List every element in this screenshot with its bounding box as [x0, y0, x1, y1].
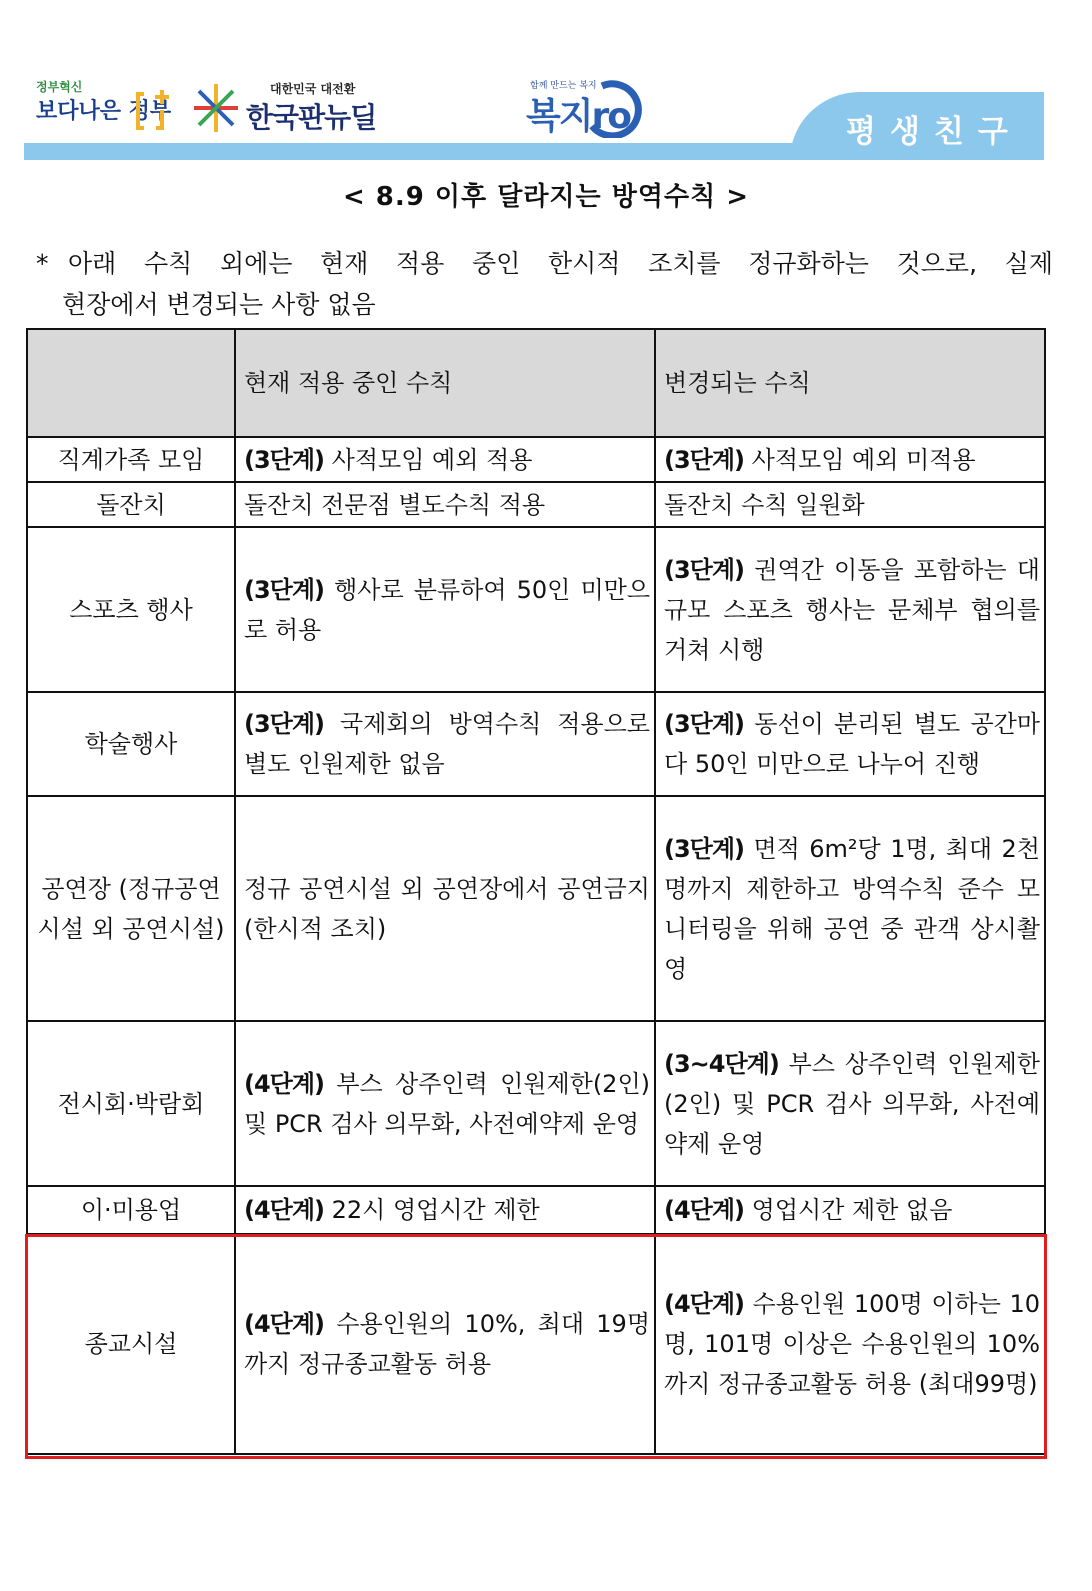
changed-rule — [655, 796, 1045, 1021]
table-row — [27, 527, 1045, 692]
row-category: 공연장 (정규공연시설 외 공연시설) — [27, 796, 235, 1021]
rule-text: 권역간 이동을 포함하는 대규모 스포츠 행사는 문체부 협의를 거쳐 시행 — [664, 555, 1040, 664]
welfare-ro-logo — [520, 76, 650, 140]
logo1-big-text: 보다나은 정부 — [36, 99, 172, 124]
bracket-plus-icon — [104, 88, 174, 132]
changed-rule — [655, 1021, 1045, 1186]
header-tab — [790, 92, 1044, 160]
rule-text: 정규 공연시설 외 공연장에서 공연금지(한시적 조치) — [244, 874, 650, 943]
table-row — [27, 1234, 1045, 1454]
table-row — [27, 796, 1045, 1021]
logo3-big-text: 복지ro — [526, 96, 631, 137]
rule-text: 수용인원의 10%, 최대 19명까지 정규종교활동 허용 — [244, 1310, 650, 1378]
level-label: (4단계) — [244, 1069, 325, 1098]
note-line-1: 아래 수칙 외에는 현재 적용 중인 한시적 조치를 정규화하는 것으로, 실제 — [68, 249, 1053, 278]
changed-rule — [655, 482, 1045, 527]
rule-text: 국제회의 방역수칙 적용으로 별도 인원제한 없음 — [244, 710, 650, 778]
note-line-2: 현장에서 변경되는 사항 없음 — [62, 290, 376, 319]
rule-text: 행사로 분류하여 50인 미만으로 허용 — [244, 575, 650, 644]
current-rule — [235, 796, 655, 1021]
current-rule — [235, 527, 655, 692]
table-row — [27, 1186, 1045, 1234]
level-label: (4단계) — [664, 1290, 745, 1318]
header-cell-current: 현재 적용 중인 수칙 — [235, 329, 655, 437]
current-rule — [235, 437, 655, 482]
row-category: 돌잔치 — [27, 482, 235, 527]
rule-text: 돌잔치 수칙 일원화 — [664, 490, 865, 519]
changed-rule — [655, 692, 1045, 796]
level-label: (4단계) — [244, 1196, 325, 1224]
rule-text: 수용인원 100명 이하는 10명, 101명 이상은 수용인원의 10%까지 정규종교활동 허용 (최대99명) — [664, 1290, 1040, 1398]
logo1-small-text: 정부혁신 — [36, 80, 83, 94]
government-innovation-logo — [36, 78, 176, 142]
changed-rule — [655, 1186, 1045, 1234]
rules-table — [26, 328, 1046, 1455]
level-label: (3단계) — [244, 710, 325, 738]
rule-text: 부스 상주인력 인원제한(2인) 및 PCR 검사 의무화, 사전예약제 운영 — [664, 1049, 1040, 1158]
circle-swoosh-icon — [582, 78, 644, 138]
logo3-small-text: 함께 만드는 복지 — [530, 81, 597, 91]
row-category: 이·미용업 — [27, 1186, 235, 1234]
level-label: (3단계) — [664, 834, 745, 863]
level-label: (3단계) — [244, 575, 325, 604]
rule-text: 돌잔치 전문점 별도수칙 적용 — [244, 490, 546, 519]
current-rule — [235, 1021, 655, 1186]
changed-rule — [655, 437, 1045, 482]
table-row — [27, 1021, 1045, 1186]
table-row — [27, 482, 1045, 527]
document-title: < 8.9 이후 달라지는 방역수칙 > — [342, 182, 750, 212]
note-mark: * — [36, 249, 49, 278]
current-rule — [235, 1186, 655, 1234]
level-label: (4단계) — [664, 1196, 745, 1224]
table-row — [27, 437, 1045, 482]
current-rule — [235, 1234, 655, 1454]
starburst-icon — [190, 82, 242, 134]
logo2-big-text: 한국판뉴딜 — [246, 101, 377, 134]
changed-rule — [655, 527, 1045, 692]
table-header-row — [27, 329, 1045, 437]
rule-text: 사적모임 예외 미적용 — [744, 445, 976, 474]
header-cell-changed: 변경되는 수칙 — [655, 329, 1045, 437]
level-label: (3~4단계) — [664, 1049, 779, 1078]
korean-new-deal-logo — [190, 76, 380, 140]
logo2-small-text: 대한민국 대전환 — [270, 82, 356, 96]
rule-text: 부스 상주인력 인원제한(2인) 및 PCR 검사 의무화, 사전예약제 운영 — [244, 1069, 650, 1138]
row-category: 스포츠 행사 — [27, 527, 235, 692]
current-rule — [235, 692, 655, 796]
page-header — [0, 0, 1092, 170]
level-label: (3단계) — [244, 445, 325, 474]
level-label: (4단계) — [244, 1310, 325, 1338]
row-category: 종교시설 — [27, 1234, 235, 1454]
row-category: 전시회·박람회 — [27, 1021, 235, 1186]
rule-text: 영업시간 제한 없음 — [744, 1196, 953, 1224]
current-rule — [235, 482, 655, 527]
level-label: (3단계) — [664, 555, 745, 584]
header-tab-label: 평생친구 — [846, 114, 1022, 150]
changed-rule — [655, 1234, 1045, 1454]
row-category: 학술행사 — [27, 692, 235, 796]
level-label: (3단계) — [664, 445, 745, 474]
row-category: 직계가족 모임 — [27, 437, 235, 482]
level-label: (3단계) — [664, 710, 745, 738]
table-row — [27, 692, 1045, 796]
rule-text: 동선이 분리된 별도 공간마다 50인 미만으로 나누어 진행 — [664, 710, 1040, 778]
header-cell-blank — [27, 329, 235, 437]
rule-text: 면적 6m²당 1명, 최대 2천명까지 제한하고 방역수칙 준수 모니터링을 위해 공연 중 관객 상시촬영 — [664, 834, 1040, 983]
rule-text: 22시 영업시간 제한 — [324, 1196, 540, 1224]
rule-text: 사적모임 예외 적용 — [324, 445, 533, 474]
